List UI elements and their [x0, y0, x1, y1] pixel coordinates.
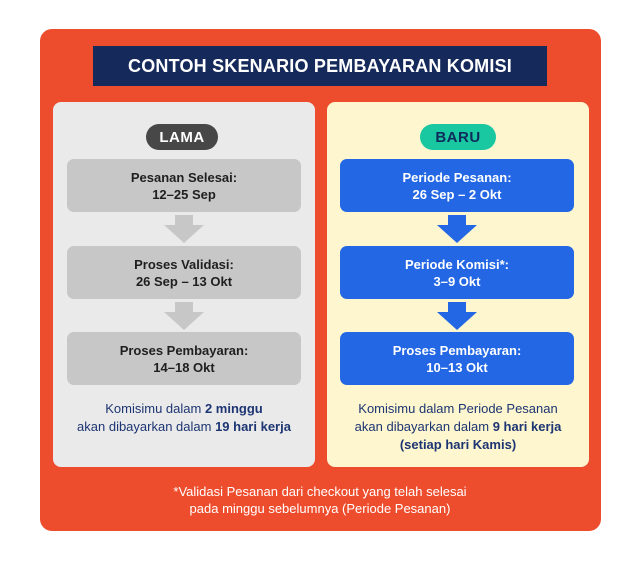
step-baru-periode-pesanan	[340, 159, 574, 212]
step-lama-pesanan-selesai	[67, 159, 301, 212]
label-baru: BARU	[420, 124, 496, 150]
step-date: 12–25 Sep	[152, 186, 216, 202]
step-date: 26 Sep – 2 Okt	[412, 186, 502, 202]
note-baru: Komisimu dalam Periode Pesanan akan dibayarkan dalam 9 hari kerja (setiap hari Kamis)	[354, 401, 562, 452]
step-date: 26 Sep – 13 Okt	[135, 273, 233, 289]
step-baru-proses-pembayaran	[340, 332, 574, 385]
title-text: CONTOH SKENARIO PEMBAYARAN KOMISI	[128, 55, 512, 76]
step-lama-proses-validasi	[67, 246, 301, 299]
step-lama-proses-pembayaran	[67, 332, 301, 385]
step-date: 3–9 Okt	[433, 273, 481, 289]
down-arrow-icon	[164, 302, 204, 330]
step-date: 14–18 Okt	[153, 359, 215, 375]
step-title: Pesanan Selesai:	[130, 169, 238, 185]
label-lama: LAMA	[146, 124, 218, 150]
step-title: Proses Pembayaran:	[119, 342, 249, 358]
step-title: Proses Validasi:	[134, 256, 234, 272]
step-title: Periode Pesanan:	[402, 169, 512, 185]
footnote: *Validasi Pesanan dari checkout yang telah selesai pada minggu sebelumnya (Periode Pesanan)	[173, 484, 467, 516]
down-arrow-icon	[164, 215, 204, 243]
infographic-title	[93, 46, 547, 86]
step-date: 10–13 Okt	[426, 359, 488, 375]
step-baru-periode-komisi	[340, 246, 574, 299]
down-arrow-icon	[437, 215, 477, 243]
note-lama: Komisimu dalam 2 minggu akan dibayarkan dalam 19 hari kerja	[77, 401, 291, 434]
step-title: Proses Pembayaran:	[392, 342, 522, 358]
step-title: Periode Komisi*:	[404, 256, 510, 272]
down-arrow-icon	[437, 302, 477, 330]
